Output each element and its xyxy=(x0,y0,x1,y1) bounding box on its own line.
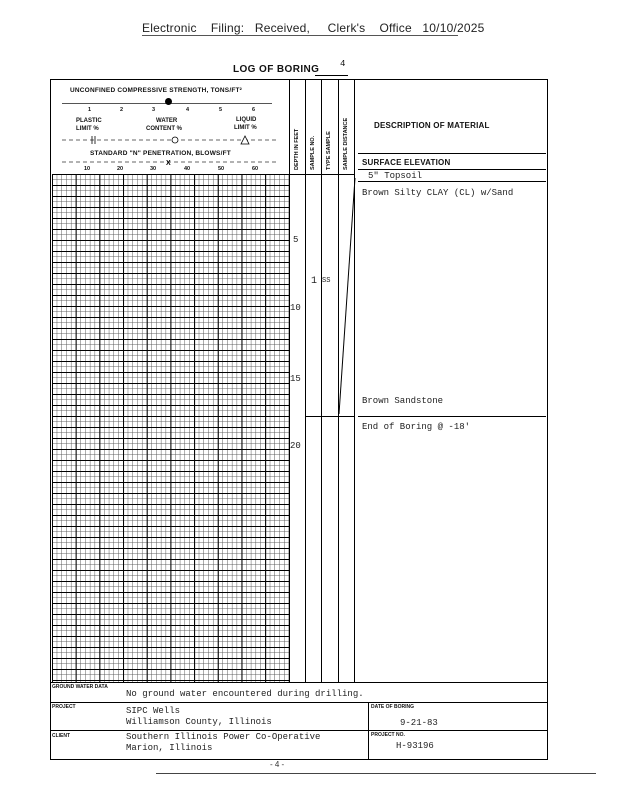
log-title: LOG OF BORING xyxy=(233,64,320,75)
client-top-line xyxy=(51,730,547,731)
boring-end-line xyxy=(305,416,354,417)
sample-number: 1 xyxy=(311,276,318,287)
project-top-line xyxy=(51,702,547,703)
surface-elevation-top-line xyxy=(358,153,546,154)
ucs-tick-6: 6 xyxy=(252,107,256,113)
sample-no-column-header: SAMPLE NO. xyxy=(310,135,316,170)
filing-stamp: Electronic Filing: Received, Clerk's Office 10/10/2025 xyxy=(142,21,485,35)
depth-mark-10: 10 xyxy=(290,303,301,313)
surface-elevation-label: SURFACE ELEVATION xyxy=(362,158,451,167)
material-topsoil: 5" Topsoil xyxy=(368,171,423,181)
svg-text:X: X xyxy=(166,160,171,166)
client-location: Marion, Illinois xyxy=(126,743,213,753)
topsoil-bottom-line xyxy=(358,181,546,182)
depth-mark-20: 20 xyxy=(290,441,301,451)
ucs-tick-3: 3 xyxy=(152,107,156,113)
date-of-boring: 9-21-83 xyxy=(400,718,438,728)
type-sample-column-header: TYPE SAMPLE xyxy=(326,131,332,170)
groundwater-text: No ground water encountered during drilling. xyxy=(126,689,364,699)
plastic-label: PLASTIC xyxy=(76,118,102,124)
depth-mark-5: 5 xyxy=(293,235,299,245)
client-label: CLIENT xyxy=(52,733,71,739)
log-number-line xyxy=(315,75,348,76)
liquid-label: LIQUID xyxy=(236,117,257,123)
sample-no-col-left-line xyxy=(305,80,306,682)
plastic-limit-label: LIMIT % xyxy=(76,126,99,132)
spt-label: STANDARD "N" PENETRATION, BLOWS/FT xyxy=(90,150,231,157)
limits-scale-line xyxy=(60,134,280,146)
water-content-label: CONTENT % xyxy=(146,126,182,132)
depth-mark-15: 15 xyxy=(290,374,301,384)
type-col-left-line xyxy=(321,80,322,682)
spt-tick-20: 20 xyxy=(117,166,124,172)
boring-number: 4 xyxy=(340,59,346,69)
spt-tick-60: 60 xyxy=(252,166,259,172)
project-location: Williamson County, Illinois xyxy=(126,717,272,727)
spt-tick-40: 40 xyxy=(184,166,191,172)
material-sandstone: Brown Sandstone xyxy=(362,396,444,406)
project-number: H-93196 xyxy=(396,741,434,751)
material-end-of-boring: End of Boring @ -18' xyxy=(362,422,471,432)
depth-column-header: DEPTH IN FEET xyxy=(294,128,300,170)
ucs-tick-4: 4 xyxy=(186,107,190,113)
graph-grid xyxy=(52,174,289,682)
stamp-underline xyxy=(142,35,458,36)
groundwater-label: GROUND WATER DATA xyxy=(52,684,108,690)
ucs-marker-dot xyxy=(165,98,172,105)
description-header: DESCRIPTION OF MATERIAL xyxy=(374,121,490,130)
sandstone-bottom-line xyxy=(358,416,546,417)
project-no-label: PROJECT NO. xyxy=(371,732,405,738)
ucs-tick-1: 1 xyxy=(88,107,92,113)
page-bottom-rule xyxy=(156,773,596,774)
project-label: PROJECT xyxy=(52,704,76,710)
water-label: WATER xyxy=(156,118,178,124)
ucs-tick-2: 2 xyxy=(120,107,124,113)
liquid-limit-label: LIMIT % xyxy=(234,125,257,131)
spt-tick-10: 10 xyxy=(84,166,91,172)
client-name: Southern Illinois Power Co-Operative xyxy=(126,732,321,742)
spt-tick-30: 30 xyxy=(150,166,157,172)
spt-scale-line xyxy=(62,158,282,166)
sample-distance-stroke xyxy=(336,176,358,416)
date-label: DATE OF BORING xyxy=(371,704,414,710)
material-silty-clay: Brown Silty CLAY (CL) w/Sand xyxy=(362,188,514,198)
surface-elevation-bottom-line xyxy=(358,169,546,170)
ucs-tick-5: 5 xyxy=(219,107,223,113)
ucs-label: UNCONFINED COMPRESSIVE STRENGTH, TONS/FT² xyxy=(70,87,243,94)
groundwater-top-line xyxy=(51,682,547,683)
sample-distance-column-header: SAMPLE DISTANCE xyxy=(343,117,349,170)
columns-header-line xyxy=(289,174,354,175)
sample-type: SS xyxy=(322,277,331,285)
project-name: SIPC Wells xyxy=(126,706,181,716)
page-number: - 4 - xyxy=(270,760,285,769)
spt-tick-50: 50 xyxy=(218,166,225,172)
